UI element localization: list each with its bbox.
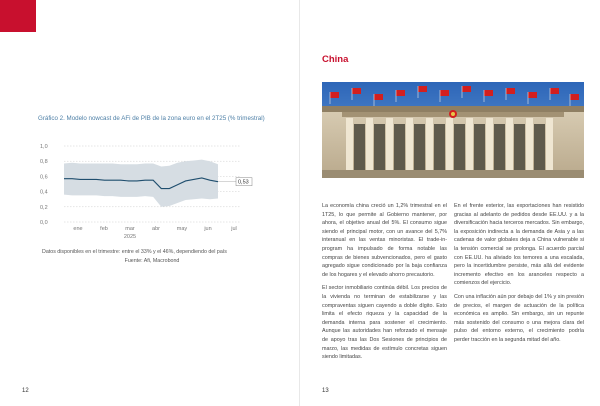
x-tick-label: jun <box>204 226 212 232</box>
chart-source: Fuente: Afi, Macrobond <box>124 258 180 264</box>
nowcast-chart <box>40 140 260 240</box>
paragraph: En el frente exterior, las exportaciones han resistido gracias al adelanto de pedidos desde EE.UU. y a la diversificación hacia terceros mercados. Sin embargo, la exposición indirecta a la demanda de Asia y a las cadenas de valor globales deja a China vulnerable si la tensión comercial se prolonga. El acuerdo parcial con EE.UU. ha aliviado los temores a una escalada, pero la incertidumbre persiste, más allá del evidente incremento efectivo en los aranceles respecto a comienzos del ejercicio. <box>454 203 584 287</box>
chart-svg <box>40 140 260 240</box>
x-tick-label: may <box>176 226 188 232</box>
government-building-photo <box>322 82 584 178</box>
paragraph: La economía china creció un 1,2% trimestral en el 1T25, lo que permite al Gobierno mantener, por ahora, el objetivo anual del 5%. El consumo sigue siendo el principal motor, con un avance del 5,7% interanual en las ventas minoristas. El trade-in-program ha impulsado de forma notable las compras de bienes subvencionados, pero el gasto agregado sigue condicionado por la baja confianza de los hogares y el elevado ahorro precautorio. <box>322 203 447 278</box>
paragraph: Con una inflación aún por debajo del 1% y sin presión de precios, el margen de actuación de la política económica es amplio. Sin embargo, sin un repunte más sostenido del consumo o una mejora clara del pulso del entorno externo, el crecimiento podría perder tracción en la segunda mitad del año. <box>454 293 584 343</box>
y-tick-label: 1,0 <box>40 144 48 150</box>
x-tick-label: jul <box>231 226 237 232</box>
x-tick-label: mar <box>125 226 135 232</box>
page-divider <box>299 0 300 406</box>
section-title: China <box>322 54 349 65</box>
paragraph: El sector inmobiliario continúa débil. Los precios de la vivienda no terminan de estabilizarse y las compraventas siguen cayendo a doble dígito. Esto limita el efecto riqueza y la capacidad de la demanda interna para sostener el crecimiento. Aunque las autoridades han reforzado el mensaje de apoyo tras las Dos Sesiones de principios de marzo, las medidas de estímulo concretas siguen siendo limitadas. <box>322 285 447 361</box>
x-tick-label: ene <box>73 226 83 232</box>
brand-accent-block <box>0 0 36 32</box>
chart-caption: Gráfico 2. Modelo nowcast de AFi de PIB de la zona euro en el 2T25 (% trimestral) <box>38 115 265 122</box>
building-illustration <box>322 82 584 178</box>
y-tick-label: 0,0 <box>40 220 48 226</box>
x-tick-label: abr <box>152 226 160 232</box>
x-tick-label: feb <box>100 226 108 232</box>
end-value-label: 0,53 <box>238 179 249 186</box>
y-tick-label: 0,4 <box>40 189 48 196</box>
text-column-left <box>322 202 447 367</box>
y-tick-label: 0,2 <box>40 204 48 211</box>
y-tick-label: 0,8 <box>40 159 48 166</box>
year-label: 2025 <box>123 234 137 240</box>
page-number-right: 13 <box>322 388 329 394</box>
text-column-right <box>454 202 584 350</box>
page-number-left: 12 <box>22 388 29 394</box>
confidence-band <box>64 160 218 207</box>
chart-note: Datos disponibles en el trimestre: entre el 33% y el 46%, dependiendo del país <box>42 249 227 255</box>
y-tick-label: 0,6 <box>40 174 48 181</box>
